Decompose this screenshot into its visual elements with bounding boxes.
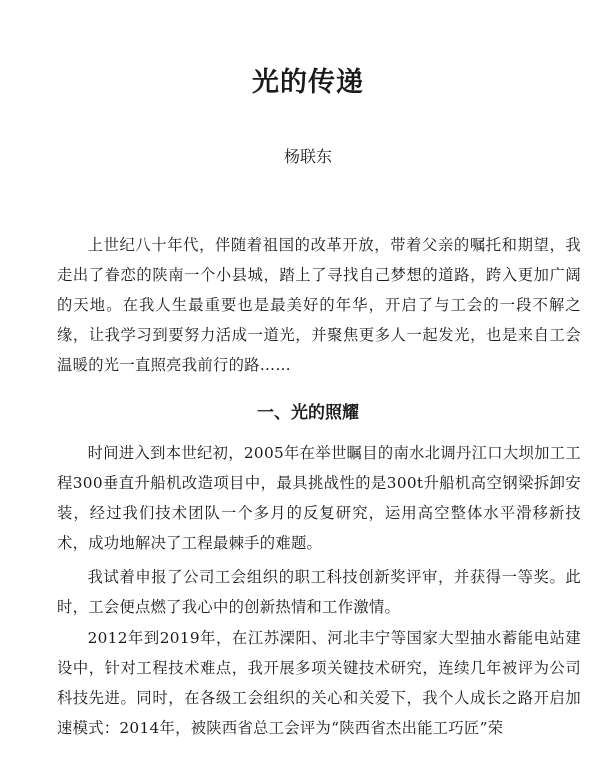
section-heading: 一、光的照耀 bbox=[257, 403, 359, 423]
article-title: 光的传递 bbox=[252, 67, 364, 98]
article-author: 杨联东 bbox=[283, 147, 332, 166]
intro-paragraph: 上世纪八十年代，伴随着祖国的改革开放，带着父亲的嘱托和期望，我走出了眷恋的陕南一个小县城，踏上了寻找自己梦想的道路，跨入更加广阔的天地。在我人生最重要也是最美好的年华，开启了与工会的一段不解之缘，让我学习到要努力活成一道光，并聚焦更多人一起发光，也是来自工会温暖的光一直照亮我前行的路…… bbox=[57, 236, 581, 374]
body-paragraph: 时间进入到本世纪初，2005年在举世瞩目的南水北调丹江口大坝加工工程300垂直升船机改造项目中，最具挑战性的是300t升船机高空钢梁拆卸安装，经过我们技术团队一个多月的反复研究，运用高空整体水平滑移新技术，成功地解决了工程最棘手的难题。 bbox=[57, 444, 581, 552]
body-paragraph: 我试着申报了公司工会组织的职工科技创新奖评审，并获得一等奖。此时，工会便点燃了我心中的创新热情和工作激情。 bbox=[57, 568, 581, 616]
body-paragraph: 2012年到2019年，在江苏溧阳、河北丰宁等国家大型抽水蓄能电站建设中，针对工程技术难点，我开展多项关键技术研究，连续几年被评为公司科技先进。同时，在各级工会组织的关心和关爱下，我个人成长之路开启加速模式：2014年，被陕西省总工会评为“陕西省杰出能工巧匠”荣 bbox=[57, 629, 581, 737]
